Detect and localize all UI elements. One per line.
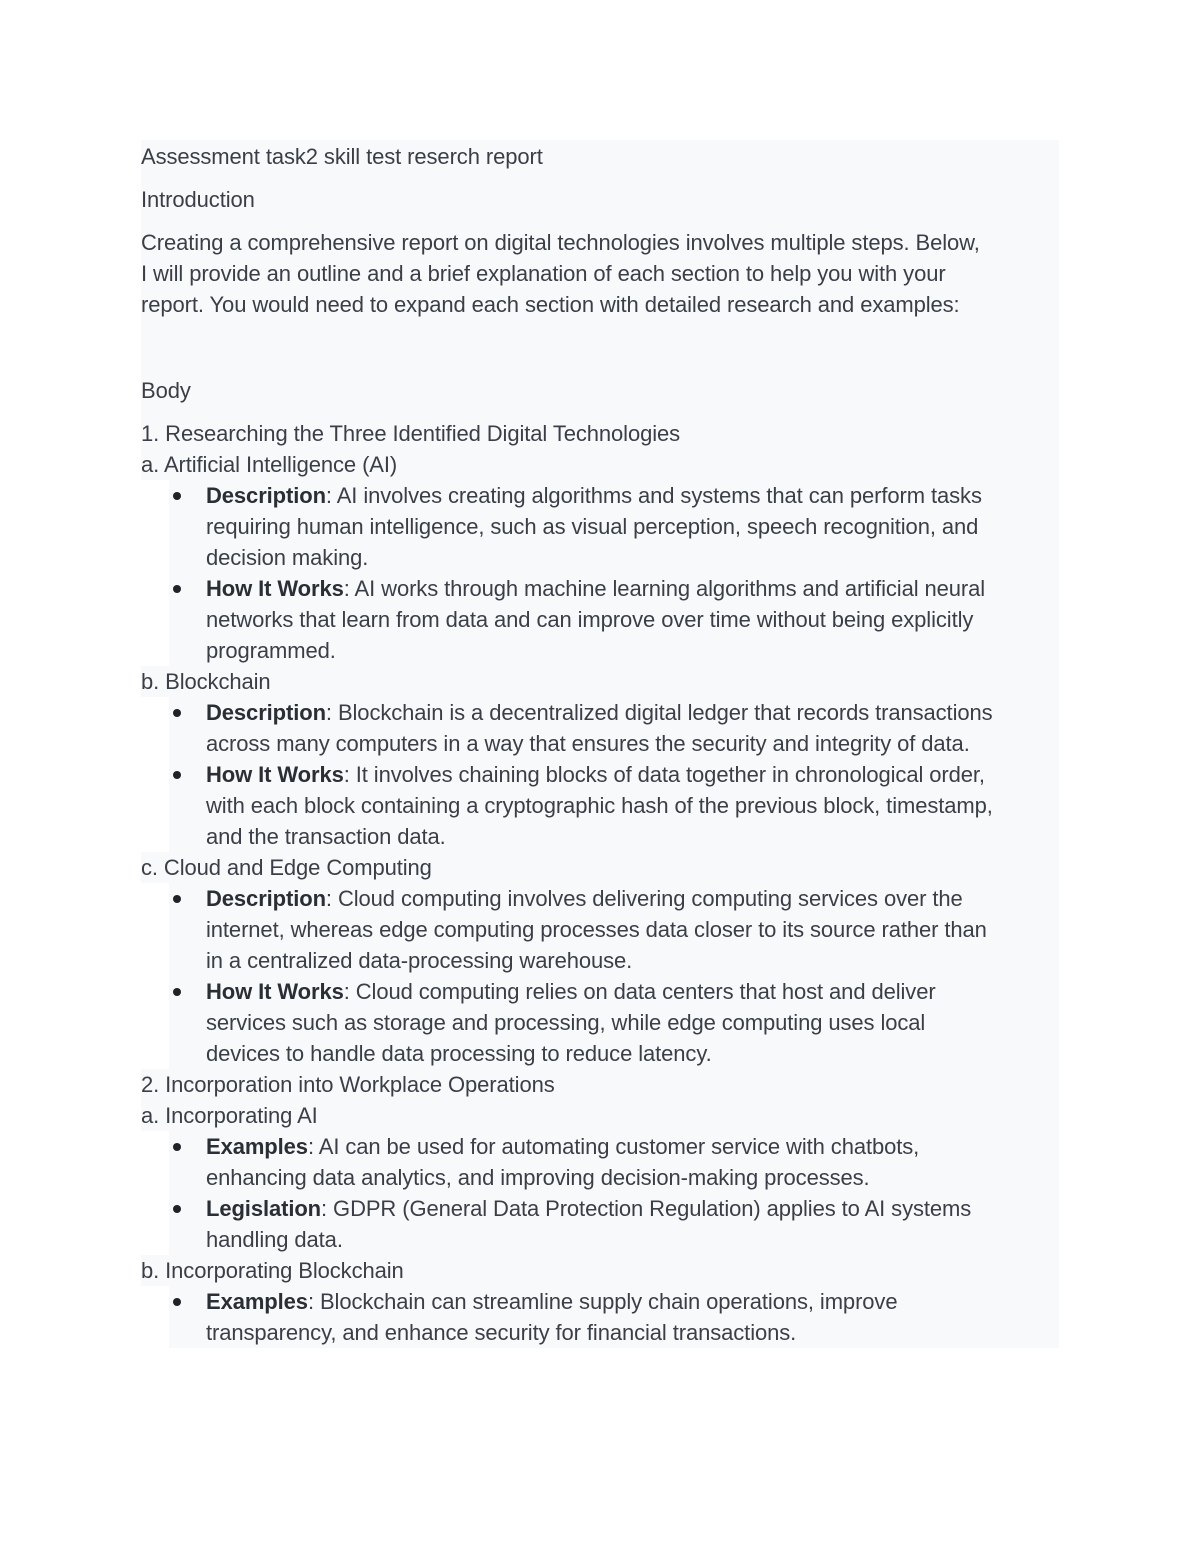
item-term: How It Works — [206, 979, 344, 1004]
section-1c-heading: c. Cloud and Edge Computing — [141, 855, 432, 880]
bullet-icon — [173, 988, 181, 996]
item-text: enhancing data analytics, and improving decision-making processes. — [206, 1165, 870, 1190]
item-text: devices to handle data processing to reduce latency. — [206, 1041, 712, 1066]
item-term: Description — [206, 886, 326, 911]
intro-line: Creating a comprehensive report on digital technologies involves multiple steps. Below, — [141, 230, 980, 255]
bullet-icon — [173, 895, 181, 903]
item-text: : Cloud computing involves delivering computing services over the — [325, 886, 963, 911]
intro-line: I will provide an outline and a brief explanation of each section to help you with your — [141, 261, 946, 286]
section-2-heading-block — [141, 1069, 1059, 1131]
item-text: : It involves chaining blocks of data together in chronological order, — [343, 762, 985, 787]
item-text: services such as storage and processing, while edge computing uses local — [206, 1010, 926, 1035]
item-term: Examples — [206, 1134, 308, 1159]
bullet-icon — [173, 709, 181, 717]
item-text: : AI involves creating algorithms and systems that can perform tasks — [325, 483, 982, 508]
item-text: : Blockchain is a decentralized digital ledger that records transactions — [325, 700, 993, 725]
item-term: How It Works — [206, 576, 344, 601]
intro-heading: Introduction — [141, 187, 255, 212]
list-item — [169, 976, 1059, 1069]
document-body — [141, 140, 1059, 1348]
section-2a-list — [169, 1131, 1059, 1255]
item-text: handling data. — [206, 1227, 343, 1252]
bullet-icon — [173, 1205, 181, 1213]
item-term: Examples — [206, 1289, 308, 1314]
section-1c-heading-block — [141, 852, 1059, 883]
item-text: networks that learn from data and can improve over time without being explicitly — [206, 607, 974, 632]
item-text: and the transaction data. — [206, 824, 446, 849]
item-text: : Blockchain can streamline supply chain operations, improve — [307, 1289, 898, 1314]
bullet-icon — [173, 1298, 181, 1306]
body-heading: Body — [141, 378, 191, 403]
bullet-icon — [173, 585, 181, 593]
item-text: : AI can be used for automating customer service with chatbots, — [307, 1134, 920, 1159]
item-text: with each block containing a cryptographic hash of the previous block, timestamp, — [206, 793, 993, 818]
bullet-icon — [173, 1143, 181, 1151]
item-term: Description — [206, 700, 326, 725]
section-1a-heading: a. Artificial Intelligence (AI) — [141, 452, 398, 477]
item-text: across many computers in a way that ensures the security and integrity of data. — [206, 731, 970, 756]
document-main-block — [141, 140, 1059, 480]
list-item — [169, 1131, 1059, 1193]
item-term: How It Works — [206, 762, 344, 787]
list-item — [169, 883, 1059, 976]
item-text: transparency, and enhance security for financial transactions. — [206, 1320, 797, 1345]
bullet-icon — [173, 771, 181, 779]
section-1b-list — [169, 697, 1059, 852]
item-text: requiring human intelligence, such as visual perception, speech recognition, and — [206, 514, 979, 539]
section-1b-list-block — [169, 697, 1059, 852]
section-1c-list — [169, 883, 1059, 1069]
item-text: : GDPR (General Data Protection Regulation) applies to AI systems — [321, 1196, 972, 1221]
item-term: Legislation — [206, 1196, 322, 1221]
section-1a-list-block — [169, 480, 1059, 666]
section-2b-list-block — [169, 1286, 1059, 1348]
section-1a-list — [169, 480, 1059, 666]
bullet-icon — [173, 492, 181, 500]
list-item — [169, 573, 1059, 666]
list-item — [169, 480, 1059, 573]
list-item — [169, 697, 1059, 759]
list-item — [169, 1286, 1059, 1348]
section-2a-list-block — [169, 1131, 1059, 1255]
item-text: internet, whereas edge computing processes data closer to its source rather than — [206, 917, 987, 942]
intro-paragraph — [141, 227, 1059, 320]
list-item — [169, 759, 1059, 852]
section-1c-list-block — [169, 883, 1059, 1069]
document-title: Assessment task2 skill test reserch report — [141, 144, 543, 169]
item-text: : Cloud computing relies on data centers that host and deliver — [343, 979, 936, 1004]
item-text: programmed. — [206, 638, 336, 663]
item-text: decision making. — [206, 545, 369, 570]
item-text: in a centralized data-processing warehouse. — [206, 948, 633, 973]
section-2-heading: 2. Incorporation into Workplace Operations — [141, 1072, 555, 1097]
item-term: Description — [206, 483, 326, 508]
section-2b-heading-block — [141, 1255, 1059, 1286]
item-text: : AI works through machine learning algorithms and artificial neural — [343, 576, 986, 601]
list-item — [169, 1193, 1059, 1255]
section-1-heading: 1. Researching the Three Identified Digital Technologies — [141, 421, 681, 446]
section-2b-list — [169, 1286, 1059, 1348]
section-1b-heading-block — [141, 666, 1059, 697]
section-2a-heading: a. Incorporating AI — [141, 1103, 318, 1128]
intro-line: report. You would need to expand each section with detailed research and examples: — [141, 292, 960, 317]
section-2b-heading: b. Incorporating Blockchain — [141, 1258, 404, 1283]
section-1b-heading: b. Blockchain — [141, 669, 271, 694]
